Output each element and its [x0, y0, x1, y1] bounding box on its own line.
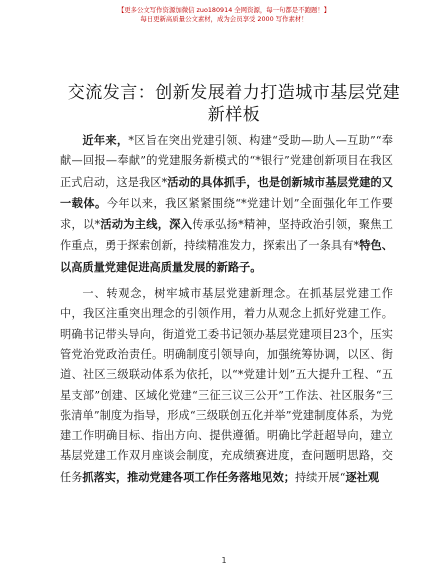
text-run: 持续开展“ [294, 470, 346, 484]
text-run: 传承弘扬*精神，坚持政治引领，聚焦工作重点，勇于探索创新，持续精准发力，探索出了一条具有* [60, 218, 393, 253]
bold-text-run: 活动的具体抓手，也是创新城市基层党建的又一载体。 [60, 174, 393, 210]
text-run: 一、转观念，树牢城市基层党建新理念。在抓基层党建工作中，我区注重突出理念的引领作用，着力从观念上抓好党建工作。明确书记带头导向，街道党工委书记领办基层党建项目23个，压实管党治党政治责任。明确制度引领导向，加强统筹协调，以区、街道、社区三级联动体系为依托，以“*党建计划”五大提升工程、“五星支部”创建、区域化党建“三征三议三公开”工作法、社区服务“三张清单”制度为指导，形成“三级联创五化并举”党建制度体系，为党建工作明确目标、指出方向、提供遵循。明确比学赶超导向，建立基层党建工作双月座谈会制度，充成绩赛进度，查问题明思路，交任务 [60, 287, 393, 484]
body-paragraph [60, 130, 393, 278]
document-body [60, 130, 393, 488]
header-banner [0, 6, 448, 24]
document-title: 交流发言：创新发展着力打造城市基层党建新样板 [67, 83, 401, 125]
bold-text-run: 逐社观 [345, 469, 380, 484]
bold-text-run: 特色、以高质量党建促进高质量发展的新路子。 [60, 238, 393, 274]
body-paragraph [60, 284, 393, 488]
bold-text-run: 活动为主线，深入 [100, 217, 193, 232]
bold-text-run: 近年来， [82, 133, 129, 147]
text-run: 今年以来，我区紧紧围绕“*党建计划”全面强化年工作要求，以* [60, 196, 393, 232]
banner-line-1: 【更多公文写作资源加微信 zuo180914 全网资源，每一句都是不跑题！】 [117, 6, 331, 14]
text-run: *区旨在突出党建引领、构建“受助—助人—互助”“奉献—回报—奉献”的党建服务新模式的“*银行”党建创新项目在我区正式启动，这是我区* [60, 134, 393, 189]
bold-text-run: 抓落实，推动党建各项工作任务落地见效； [82, 469, 295, 484]
page-number: 1 [221, 556, 227, 565]
banner-line-2: 每日更新高质量公文素材，成为会员享受 2000 写作素材！ [140, 15, 308, 23]
